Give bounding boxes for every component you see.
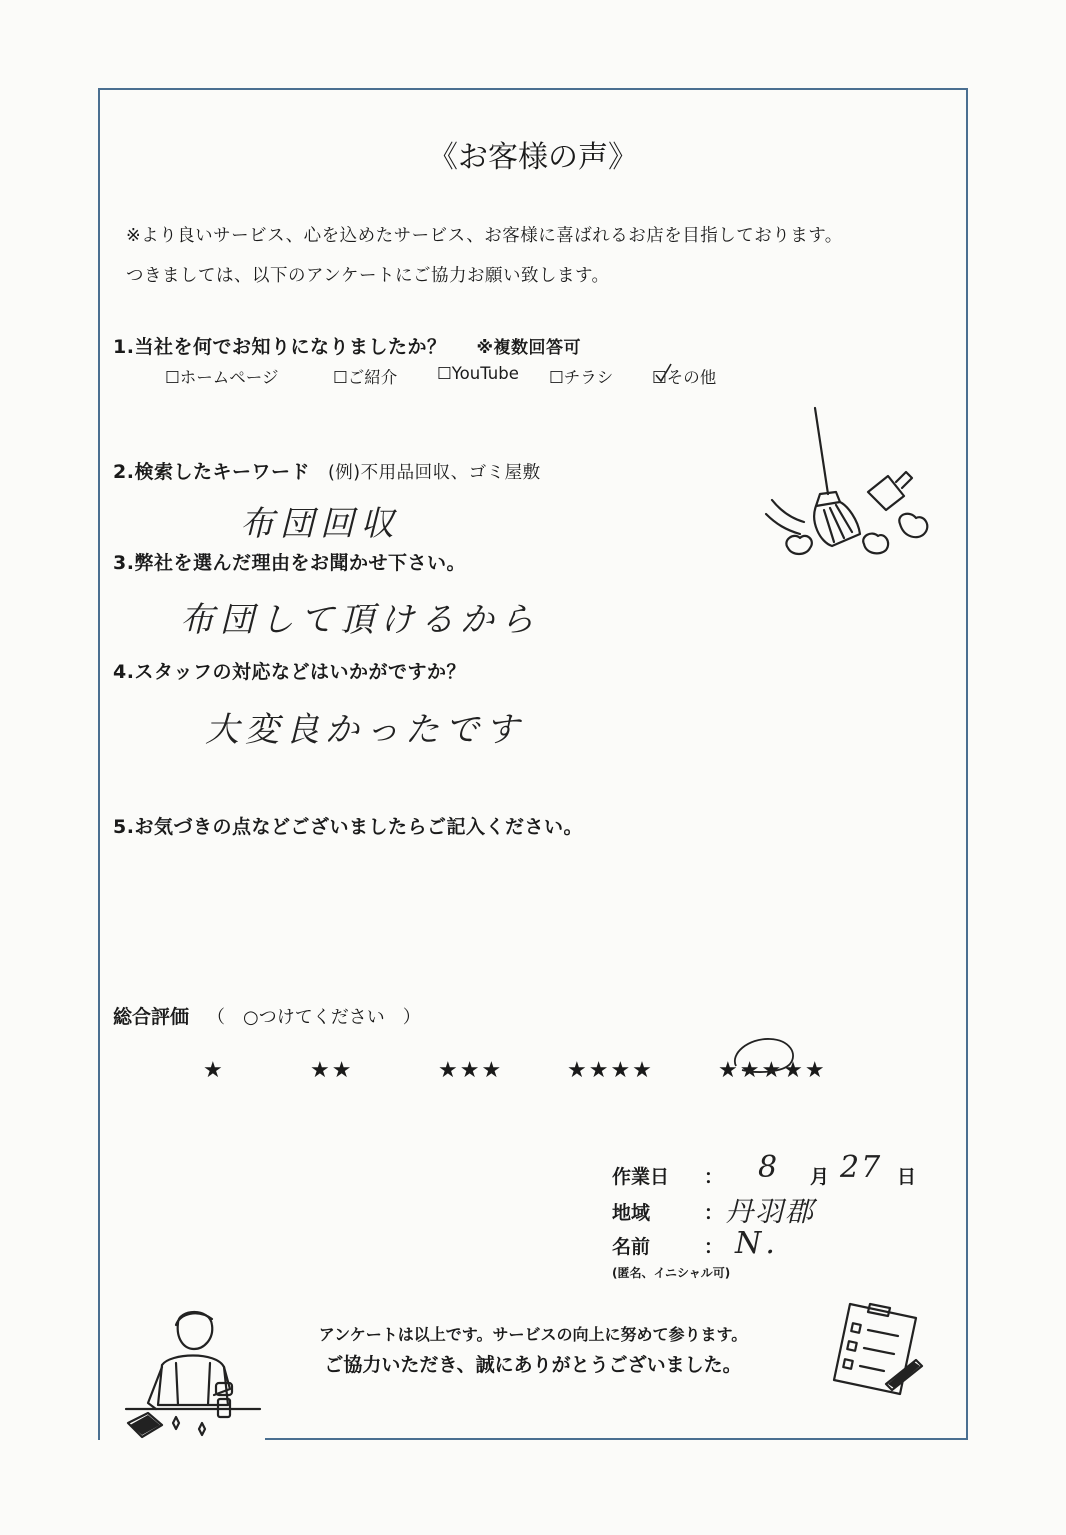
overall-rating: [113, 1002, 421, 1029]
region-label: 地域: [612, 1202, 651, 1224]
checkbox-icon[interactable]: ☐: [333, 368, 348, 387]
question-1-label: 1.当社を何でお知りになりましたか？: [113, 336, 447, 358]
checkbox-icon[interactable]: ☐: [549, 368, 564, 387]
question-1: [113, 332, 581, 359]
option-other[interactable]: ☐ その他: [652, 364, 716, 388]
option-referral[interactable]: ☐ご紹介: [333, 368, 398, 387]
closing-line-1: アンケートは以上です。サービスの向上に努めて参ります。: [318, 1325, 748, 1344]
month-unit: 月: [810, 1166, 830, 1188]
question-2: [113, 457, 541, 484]
name-handwritten: N.: [735, 1226, 781, 1261]
rating-label: 総合評価: [113, 1006, 190, 1028]
option-homepage[interactable]: ☐ホームページ: [165, 368, 279, 387]
broom-dustpan-icon: [760, 402, 945, 567]
rating-option-1[interactable]: ★: [203, 1058, 225, 1083]
page-border: [98, 88, 968, 1440]
checked-checkbox-icon[interactable]: ☐: [652, 368, 667, 387]
name-colon: ：: [704, 1236, 724, 1258]
option-flyer[interactable]: ☐チラシ: [549, 368, 614, 387]
date-label: 作業日: [612, 1166, 670, 1188]
cleaning-staff-icon: [118, 1305, 268, 1445]
name-note: (匿名、イニシャル可): [612, 1266, 731, 1280]
name-label: 名前: [612, 1236, 651, 1258]
checkbox-icon[interactable]: ☐: [437, 364, 452, 383]
answer-2-handwritten: 布団回収: [240, 504, 400, 544]
option-youtube[interactable]: ☐YouTube: [437, 364, 519, 383]
rating-option-5[interactable]: ★★★★★: [718, 1058, 827, 1083]
answer-4-handwritten: 大変良かったです: [205, 710, 525, 750]
rating-option-2[interactable]: ★★: [310, 1058, 354, 1083]
rating-option-3[interactable]: ★★★: [438, 1058, 504, 1083]
rating-option-4[interactable]: ★★★★: [567, 1058, 654, 1083]
question-5: 5.お気づきの点などございましたらご記入ください。: [113, 816, 583, 838]
rating-circle-mark: [728, 1034, 800, 1082]
day-unit: 日: [897, 1166, 917, 1188]
region-handwritten: 丹羽郡: [725, 1195, 816, 1228]
question-2-label: 2.検索したキーワード: [113, 461, 310, 483]
intro-line-1: ※より良いサービス、心を込めたサービス、お客様に喜ばれるお店を目指しております。: [126, 226, 843, 246]
checkbox-icon[interactable]: ☐: [165, 368, 180, 387]
intro-line-2: つきましては、以下のアンケートにご協力お願い致します。: [126, 266, 610, 286]
page-title: 《お客様の声》: [428, 140, 638, 175]
region-colon: ：: [704, 1202, 724, 1224]
question-3: 3.弊社を選んだ理由をお聞かせ下さい。: [113, 552, 466, 574]
date-month-handwritten: 8: [758, 1150, 784, 1185]
closing-line-2: ご協力いただき、誠にありがとうございました。: [324, 1354, 742, 1376]
date-colon: ：: [704, 1166, 724, 1188]
rating-instruction: （ ○つけてください ）: [207, 1007, 421, 1028]
clipboard-checklist-icon: [828, 1298, 928, 1398]
question-4: 4.スタッフの対応などはいかがですか？: [113, 661, 466, 683]
date-day-handwritten: 27: [840, 1150, 883, 1185]
answer-3-handwritten: 布団して頂けるから: [180, 600, 540, 640]
question-2-example: (例)不用品回収、ゴミ屋敷: [327, 463, 541, 483]
question-1-note: ※複数回答可: [476, 338, 581, 358]
